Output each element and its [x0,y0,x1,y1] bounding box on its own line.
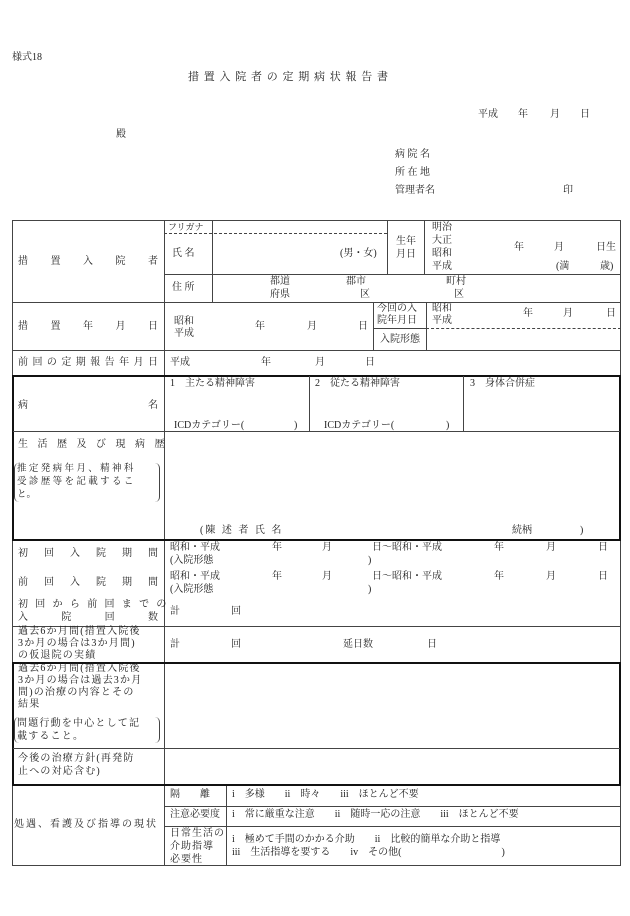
sex-choice[interactable]: (男・女) [340,248,377,259]
prev-report-month: 月 [315,357,325,368]
history-note-line: と。 [17,490,37,500]
measure-year: 年 [255,321,265,332]
relation-close: ) [580,525,584,536]
page-title: 措 置 入 院 者 の 定 期 病 状 報 告 書 [188,71,389,83]
measure-era-showa[interactable]: 昭和 [174,316,194,327]
first-type-close: ) [368,555,372,566]
isolation-options[interactable]: i 多様 ii 時々 iii ほとんど不要 [232,789,419,800]
future-label-line: 止への対応含む) [18,766,101,777]
daily-care-option-line: iii 生活指導を要する iv その他( ) [232,847,505,858]
prev-m2: 月 [546,571,556,582]
prev-to: 日～昭和・平成 [372,571,442,582]
history-note-line: 推 定 発 病 年 月 、 精 神 科 [17,464,134,474]
leave-days-label: 延日数 [343,639,373,650]
this-year: 年 [523,308,533,319]
isolation-label: 隔 離 [170,789,210,800]
first-admission-label: 初 回 入 院 期 間 [18,548,158,559]
future-label [18,752,135,778]
name-input[interactable] [214,236,334,272]
age-open: (満 [556,261,570,272]
prev-type-close: ) [368,584,372,595]
prev-m: 月 [322,571,332,582]
this-era-showa[interactable]: 昭和 [432,303,452,314]
era-meiji[interactable]: 明治 [432,222,452,233]
prev-report-year: 年 [261,357,271,368]
prefecture-2: 府県 [270,289,290,300]
treatment-label-line: 3か月の場合は過去3か月 [18,675,143,686]
address-label: 住 所 [172,282,195,293]
prev-d2: 日 [598,571,608,582]
first-y2: 年 [494,542,504,553]
patient-label: 措置入院者 [18,256,158,267]
first-type: (入院形態 [170,555,214,566]
town-2: 区 [454,289,464,300]
birth-day: 日生 [596,242,616,253]
attention-options[interactable]: i 常に厳重な注意 ii 随時一応の注意 iii ほとんど不要 [232,809,519,820]
icd-close-1: ) [294,420,298,431]
this-admission-label-2: 院年月日 [377,315,417,326]
first-y: 年 [272,542,282,553]
report-date-day: 日 [580,109,590,120]
narrator-label: (陳 述 者 氏 名 [200,525,284,536]
future-input[interactable] [170,751,615,783]
relation-label: 続柄 [512,525,532,536]
history-label: 生 活 歴 及 び 現 病 歴 [18,439,168,450]
care-label: 処遇、看護及び指導の現状 [14,819,158,830]
treatment-input[interactable] [170,666,615,744]
report-date-era: 平成 [478,109,498,120]
prev-report-era: 平成 [170,357,190,368]
daily-care-option-line: i 極めて手間のかかる介助 ii 比較的簡単な介助と指導 [232,834,501,845]
furigana-input[interactable] [214,222,384,233]
prev-from: 昭和・平成 [170,571,220,582]
this-admission-label-1: 今回の入 [377,303,417,314]
era-showa[interactable]: 昭和 [432,248,452,259]
prev-report-day: 日 [365,357,375,368]
prefecture-1: 都道 [270,276,290,287]
addressee: 殿 [116,129,126,140]
city-2: 区 [360,289,370,300]
first-from: 昭和・平成 [170,542,220,553]
age-close: 歳) [600,261,614,272]
count-total: 計 [170,606,180,617]
admission-count-label-2: 入院回数 [18,612,158,623]
furigana-label: フリガナ [168,222,204,232]
secondary-disorder-label: 2 従たる精神障害 [315,378,400,389]
leave-unit: 回 [231,639,241,650]
admission-type-label: 入院形態 [380,334,420,345]
leave-label-line: 3か月の場合は3か月間) [18,638,136,649]
this-day: 日 [606,308,616,319]
report-date-month: 月 [550,109,560,120]
daily-care-label-line: 日常生活の [170,828,225,839]
history-note [14,463,160,502]
physical-complication-label: 3 身体合併症 [470,378,535,389]
city-1: 郡市 [346,276,366,287]
daily-care-options[interactable] [232,833,505,859]
birth-month: 月 [554,242,564,253]
primary-disorder-label: 1 主たる精神障害 [170,378,255,389]
hospital-name-label: 病 院 名 [395,149,430,160]
form-number: 様式18 [12,52,42,63]
treatment-label-line: 過去6か月間(措置入院後 [18,663,141,674]
treatment-label-line: 間)の治療の内容とその [18,687,135,698]
prev-report-label: 前 回 の 定 期 報 告 年 月 日 [18,357,158,368]
prev-type: (入院形態 [170,584,214,595]
measure-day: 日 [358,321,368,332]
prev-y2: 年 [494,571,504,582]
first-m: 月 [322,542,332,553]
name-label: 氏 名 [172,248,195,259]
seal-mark: 印 [563,185,573,196]
count-unit: 回 [231,606,241,617]
measure-month: 月 [307,321,317,332]
icd-category-2[interactable]: ICDカテゴリー( [324,420,395,431]
history-input[interactable] [170,435,615,520]
daily-care-label-line: 必要性 [170,854,203,865]
first-m2: 月 [546,542,556,553]
manager-label: 管理者名 [395,185,435,196]
daily-care-label-line: 介助指導 [170,841,214,852]
prev-admission-label: 前 回 入 院 期 間 [18,577,158,588]
disease-label: 病 名 [18,400,158,411]
leave-day-unit: 日 [427,639,437,650]
measure-date-label: 措置年月日 [18,321,158,332]
first-d2: 日 [598,542,608,553]
measure-era-heisei[interactable]: 平成 [174,328,194,339]
treatment-label-line: 結果 [18,699,41,710]
icd-category-1[interactable]: ICDカテゴリー( [174,420,245,431]
treatment-note [14,717,160,743]
treatment-note-line: 載すること。 [17,731,85,742]
prev-y: 年 [272,571,282,582]
leave-label-line: の仮退院の実績 [18,650,97,661]
daily-care-label [170,827,225,866]
treatment-label [18,663,142,711]
report-date-year: 年 [518,109,528,120]
this-month: 月 [563,308,573,319]
leave-label [18,626,141,662]
leave-label-line: 過去6か月間(措置入院後 [18,626,141,637]
birth-label-1: 生年 [396,236,416,247]
birth-label-2: 月日 [396,249,416,260]
first-to: 日～昭和・平成 [372,542,442,553]
treatment-note-line: 問題行動を中心として記 [17,718,141,729]
this-era-heisei[interactable]: 平成 [432,315,452,326]
birth-year: 年 [514,242,524,253]
icd-close-2: ) [446,420,450,431]
admission-count-label: 初 回 か ら 前 回 ま で の [18,599,169,610]
era-heisei[interactable]: 平成 [432,261,452,272]
history-note-line: 受 診 歴 等 を 記 載 す る こ [17,477,134,487]
leave-total: 計 [170,639,180,650]
future-label-line: 今後の治療方針(再発防 [18,753,135,764]
town-1: 町村 [446,276,466,287]
location-label: 所 在 地 [395,167,430,178]
attention-label: 注意必要度 [170,809,220,820]
era-taisho[interactable]: 大正 [432,235,452,246]
